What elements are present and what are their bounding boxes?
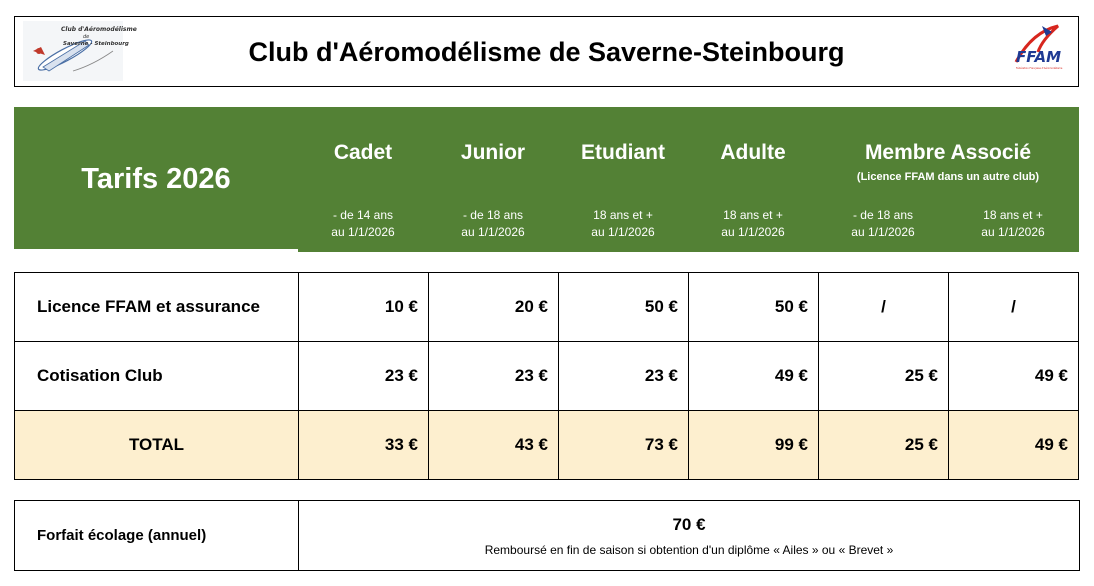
total-cell: 99 € bbox=[689, 411, 819, 480]
svg-text:Club d'Aéromodélisme: Club d'Aéromodélisme bbox=[61, 26, 137, 33]
category-etudiant: Etudiant bbox=[581, 141, 665, 164]
age-line: au 1/1/2026 bbox=[851, 225, 915, 239]
tarifs-header bbox=[14, 107, 1079, 252]
ffam-logo-icon bbox=[1012, 22, 1064, 78]
row-label: Cotisation Club bbox=[15, 342, 299, 411]
age-line: 18 ans et + bbox=[983, 208, 1043, 222]
category-adulte: Adulte bbox=[720, 141, 786, 164]
price-cell: 25 € bbox=[819, 342, 949, 411]
age-line: - de 18 ans bbox=[462, 208, 524, 222]
price-cell: 23 € bbox=[559, 342, 689, 411]
price-cell: 50 € bbox=[559, 273, 689, 342]
svg-text:Fédération Française d'Aéromod: Fédération Française d'Aéromodélisme bbox=[1016, 67, 1063, 70]
title-box bbox=[14, 16, 1079, 87]
age-etudiant bbox=[558, 207, 688, 241]
total-cell: 33 € bbox=[299, 411, 429, 480]
tarifs-table bbox=[14, 272, 1079, 480]
category-cadet: Cadet bbox=[333, 141, 393, 164]
age-line: au 1/1/2026 bbox=[721, 225, 785, 239]
forfait-label: Forfait écolage (annuel) bbox=[15, 501, 299, 571]
price-cell: 20 € bbox=[429, 273, 559, 342]
total-cell: 43 € bbox=[429, 411, 559, 480]
forfait-table bbox=[14, 500, 1080, 571]
price-cell: 23 € bbox=[299, 342, 429, 411]
header-divider bbox=[14, 249, 298, 252]
page-title: Club d'Aéromodélisme de Saverne-Steinbourg bbox=[248, 37, 845, 67]
price-cell: / bbox=[819, 273, 949, 342]
age-line: 18 ans et + bbox=[593, 208, 653, 222]
age-line: 18 ans et + bbox=[723, 208, 783, 222]
table-row-forfait bbox=[15, 501, 1080, 571]
total-cell: 73 € bbox=[559, 411, 689, 480]
age-membre-moins-18 bbox=[818, 207, 948, 241]
forfait-note: Remboursé en fin de saison si obtention d'un diplôme « Ailes » ou « Brevet » bbox=[484, 542, 894, 557]
category-junior: Junior bbox=[460, 141, 526, 164]
row-label: Licence FFAM et assurance bbox=[15, 273, 299, 342]
price-cell: 10 € bbox=[299, 273, 429, 342]
age-membre-18-plus bbox=[948, 207, 1078, 241]
age-line: - de 18 ans bbox=[852, 208, 914, 222]
age-adulte bbox=[688, 207, 818, 241]
row-label: TOTAL bbox=[15, 411, 299, 480]
age-line: au 1/1/2026 bbox=[461, 225, 525, 239]
age-line: - de 14 ans bbox=[332, 208, 394, 222]
forfait-value bbox=[299, 501, 1080, 571]
forfait-price: 70 € bbox=[672, 514, 706, 534]
svg-text:Saverne - Steinbourg: Saverne - Steinbourg bbox=[63, 41, 129, 47]
total-cell: 25 € bbox=[819, 411, 949, 480]
age-line: au 1/1/2026 bbox=[331, 225, 395, 239]
price-cell: 50 € bbox=[689, 273, 819, 342]
table-row-total bbox=[15, 411, 1079, 480]
tarifs-title: Tarifs 2026 bbox=[81, 163, 231, 195]
price-cell: 49 € bbox=[689, 342, 819, 411]
price-cell: / bbox=[949, 273, 1079, 342]
svg-text:de: de bbox=[83, 34, 90, 40]
membre-associe-note: (Licence FFAM dans un autre club) bbox=[856, 171, 1040, 183]
age-junior bbox=[428, 207, 558, 241]
age-line: au 1/1/2026 bbox=[591, 225, 655, 239]
svg-text:FFAM: FFAM bbox=[1016, 48, 1062, 66]
price-cell: 49 € bbox=[949, 342, 1079, 411]
age-line: au 1/1/2026 bbox=[981, 225, 1045, 239]
category-membre-associe: Membre Associé bbox=[864, 141, 1032, 164]
age-cadet bbox=[298, 207, 428, 241]
price-cell: 23 € bbox=[429, 342, 559, 411]
table-row-cotisation bbox=[15, 342, 1079, 411]
table-row-licence bbox=[15, 273, 1079, 342]
total-cell: 49 € bbox=[949, 411, 1079, 480]
